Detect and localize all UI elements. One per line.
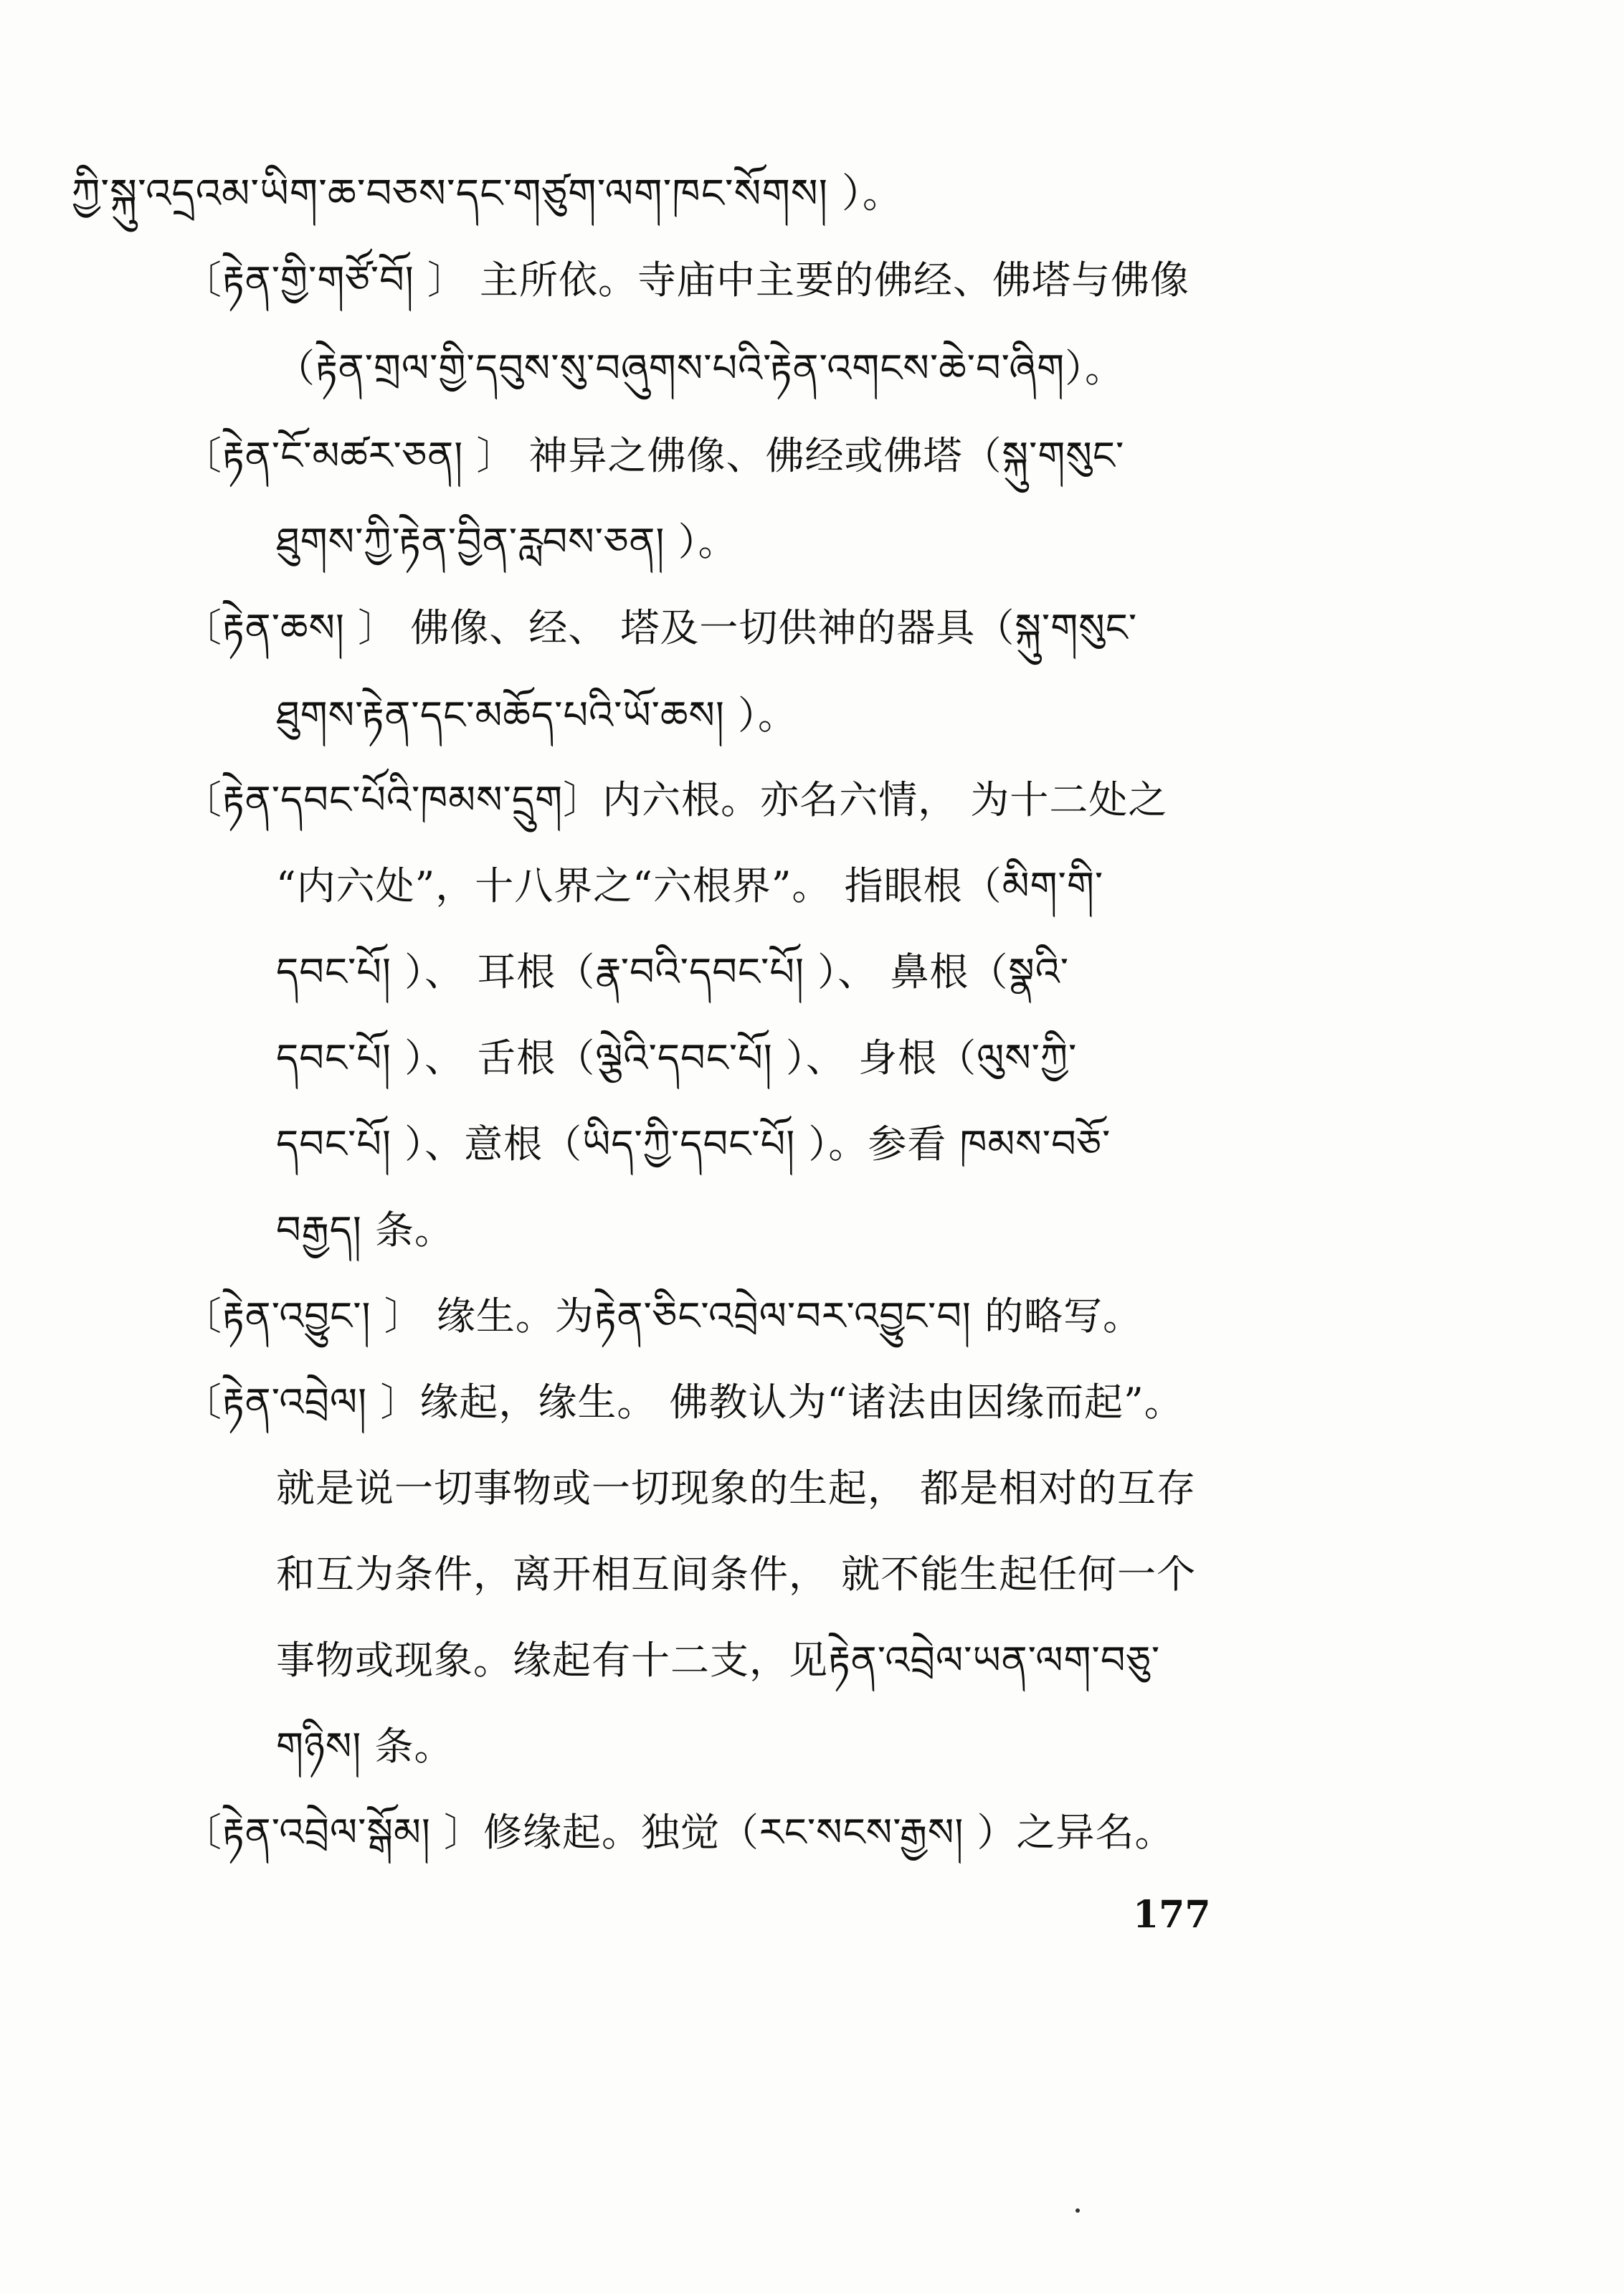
text-line: ཐུགས་ཀྱི་རྟེན་བྱིན་རླབས་ཅན། ）。 — [276, 519, 738, 564]
entry-line: 〔རྟེན་དབང་པོའི་ཁམས་དྲུག〕内六根。亦名六情， 为十二处之 — [183, 777, 1168, 822]
text-line: 就是说一切事物或一切现象的生起， 都是相对的互存 — [276, 1466, 1197, 1511]
text-line: （རྟེན་གྲལ་གྱི་དབུས་སུ་བཞུགས་པའི་རྟེན་འགངས་ཆེ་བ་ཞིག）。 — [276, 346, 1125, 391]
entry-line: 〔རྟེན་འབྲེལ། 〕缘起，缘生。 佛教认为“诸法由因缘而起”。 — [183, 1380, 1184, 1425]
page-number: 177 — [1133, 1893, 1211, 1937]
text-line: དབང་པོ། ）、 耳根（རྣ་བའི་དབང་པོ། ）、 鼻根（སྣའི་ — [276, 949, 1070, 994]
text-line: ཐུགས་རྟེན་དང་མཆོད་པའི་ཡོ་ཆས། ）。 — [276, 693, 797, 738]
text-line: 事物或现象。缘起有十二支，见རྟེན་འབྲེལ་ཡན་ལག་བཅུ་ — [276, 1638, 1161, 1683]
entry-line: 〔རྟེན་ངོ་མཚར་ཅན། 〕 神异之佛像、佛经或佛塔（སྐུ་གསུང་ — [183, 433, 1125, 478]
entry-line: 〔རྟེན་གྱི་གཙོ་བོ། 〕 主所依。寺庙中主要的佛经、佛塔与佛像 — [183, 257, 1190, 303]
entry-line: 〔རྟེན་འབྲེལ་སྒོམ། 〕修缘起。独觉（རང་སངས་རྒྱས། ）之异名。 — [183, 1810, 1174, 1855]
text-line: དབང་པོ། ）、意根（ཡིད་ཀྱི་དབང་པོ། ）。参看 ཁམས་བཅོ་ — [276, 1121, 1111, 1167]
text-line: 和互为条件，离开相互间条件， 就不能生起任何一个 — [276, 1552, 1197, 1597]
entry-line: 〔རྟེན་འབྱུང་། 〕 缘生。为རྟེན་ཅིང་འབྲེལ་བར་འབྱུང་བ། 的略写。 — [183, 1293, 1143, 1339]
text-line: “内六处”，十八界之“六根界”。 指眼根（མིག་གི་ — [276, 863, 1104, 908]
text-line: བརྒྱད། 条。 — [276, 1207, 455, 1253]
text-line: ཀྱི་སྐུ་འདྲའམ་ཡིག་ཆ་བཅས་དང་གཙུག་ལག་ཁང་སོགས། ）。 — [72, 171, 903, 217]
text-line: གཉིས། 条。 — [276, 1724, 454, 1769]
text-line: དབང་པོ། ）、 舌根（ལྕེའི་དབང་པོ། ）、 身根（ལུས་ཀྱི་ — [276, 1035, 1078, 1081]
entry-line: 〔རྟེན་ཆས། 〕 佛像、经、 塔及一切供神的器具（སྐུ་གསུང་ — [183, 605, 1138, 650]
scan-speck — [1075, 2208, 1080, 2213]
